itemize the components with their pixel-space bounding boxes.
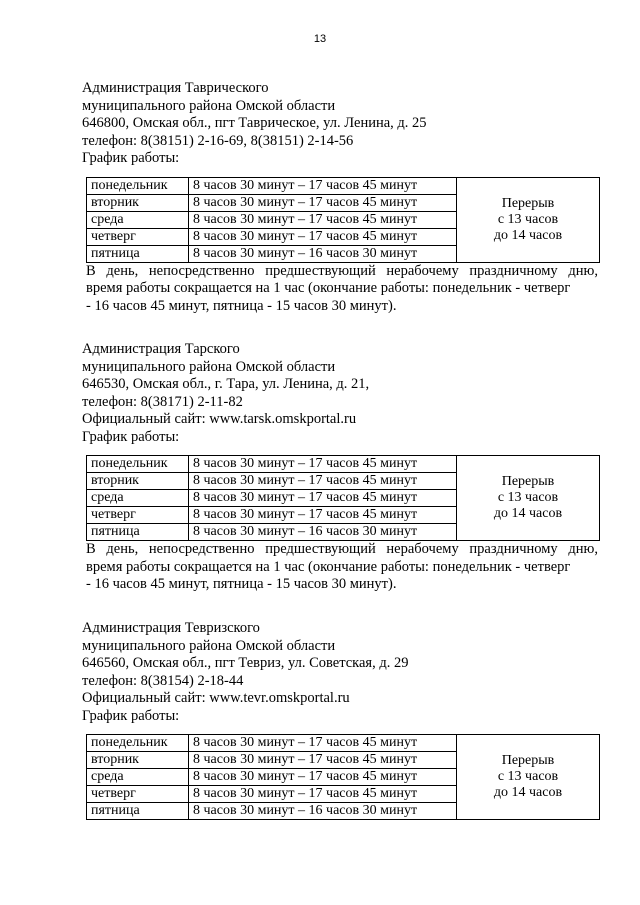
schedule-heading: График работы: [82,707,180,724]
org-region: муниципального района Омской области [82,637,336,654]
day-cell: четверг [87,786,189,803]
org-address: 646800, Омская обл., пгт Таврическое, ул. Ленина, д. 25 [82,115,427,131]
section-tevrizskiy [82,620,602,820]
shortened-day-note [86,541,598,594]
section-tarskiy [82,341,602,594]
note-line: В день, непосредственно предшествующий нерабочему праздничному дню, [86,262,598,279]
break-line: с 13 часов [497,490,559,505]
break-cell [457,735,600,820]
time-cell: 8 часов 30 минут – 17 часов 45 минут [189,786,457,803]
day-cell: понедельник [87,177,189,194]
note-line: В день, непосредственно предшествующий нерабочему праздничному дню, [86,541,598,557]
schedule-table [86,455,600,541]
break-line: с 13 часов [497,211,559,227]
org-name: Администрация Тевризского [82,620,260,636]
org-name: Администрация Таврического [82,80,269,96]
day-cell: четверг [87,228,189,245]
day-cell: понедельник [87,456,189,473]
day-cell: пятница [87,803,189,820]
schedule-heading: График работы: [82,150,180,166]
time-cell: 8 часов 30 минут – 17 часов 45 минут [189,177,457,194]
day-cell: среда [87,490,189,507]
org-region: муниципального района Омской области [82,97,336,114]
time-cell: 8 часов 30 минут – 17 часов 45 минут [189,194,457,211]
time-cell: 8 часов 30 минут – 17 часов 45 минут [189,490,457,507]
time-cell: 8 часов 30 минут – 17 часов 45 минут [189,507,457,524]
day-cell: вторник [87,752,189,769]
org-phone: телефон: 8(38171) 2-11-82 [82,393,243,410]
org-address: 646530, Омская обл., г. Тара, ул. Ленина, д. 21, [82,376,370,392]
break-line: до 14 часов [493,506,563,521]
time-cell: 8 часов 30 минут – 17 часов 45 минут [189,735,457,752]
break-line: Перерыв [501,474,555,489]
table-row [87,456,600,473]
time-cell: 8 часов 30 минут – 17 часов 45 минут [189,752,457,769]
org-website: Официальный сайт: www.tarsk.omskportal.ru [82,411,357,427]
note-line: - 16 часов 45 минут, пятница - 15 часов 30 минут). [86,576,397,592]
break-cell [457,456,600,541]
org-website: Официальный сайт: www.tevr.omskportal.ru [82,690,350,706]
org-name: Администрация Тарского [82,341,240,357]
note-line: время работы сокращается на 1 час (окончание работы: понедельник - четверг [86,558,571,575]
day-cell: пятница [87,245,189,262]
day-cell: среда [87,211,189,228]
break-line: до 14 часов [493,785,563,800]
day-cell: четверг [87,507,189,524]
time-cell: 8 часов 30 минут – 17 часов 45 минут [189,456,457,473]
day-cell: вторник [87,194,189,211]
schedule-heading: График работы: [82,428,180,445]
time-cell: 8 часов 30 минут – 17 часов 45 минут [189,211,457,228]
page-number: 13 [313,33,327,45]
day-cell: вторник [87,473,189,490]
section-tavricheskiy [82,80,602,315]
org-address: 646560, Омская обл., пгт Тевриз, ул. Советская, д. 29 [82,655,409,671]
schedule-table [86,734,600,820]
break-cell [457,177,600,262]
time-cell: 8 часов 30 минут – 16 часов 30 минут [189,245,457,262]
time-cell: 8 часов 30 минут – 17 часов 45 минут [189,473,457,490]
day-cell: среда [87,769,189,786]
day-cell: понедельник [87,735,189,752]
time-cell: 8 часов 30 минут – 16 часов 30 минут [189,524,457,541]
table-row [87,735,600,752]
break-line: с 13 часов [497,769,559,784]
day-cell: пятница [87,524,189,541]
table-row [87,177,600,194]
note-line: - 16 часов 45 минут, пятница - 15 часов 30 минут). [86,297,397,314]
note-line: время работы сокращается на 1 час (окончание работы: понедельник - четверг [86,280,571,296]
break-line: до 14 часов [493,227,563,243]
org-phone: телефон: 8(38154) 2-18-44 [82,672,244,689]
org-region: муниципального района Омской области [82,358,336,375]
time-cell: 8 часов 30 минут – 16 часов 30 минут [189,803,457,820]
schedule-table [86,177,600,263]
break-line: Перерыв [501,195,555,211]
org-phone: телефон: 8(38151) 2-16-69, 8(38151) 2-14-56 [82,132,354,149]
break-line: Перерыв [501,753,555,768]
time-cell: 8 часов 30 минут – 17 часов 45 минут [189,769,457,786]
shortened-day-note [86,263,598,316]
time-cell: 8 часов 30 минут – 17 часов 45 минут [189,228,457,245]
